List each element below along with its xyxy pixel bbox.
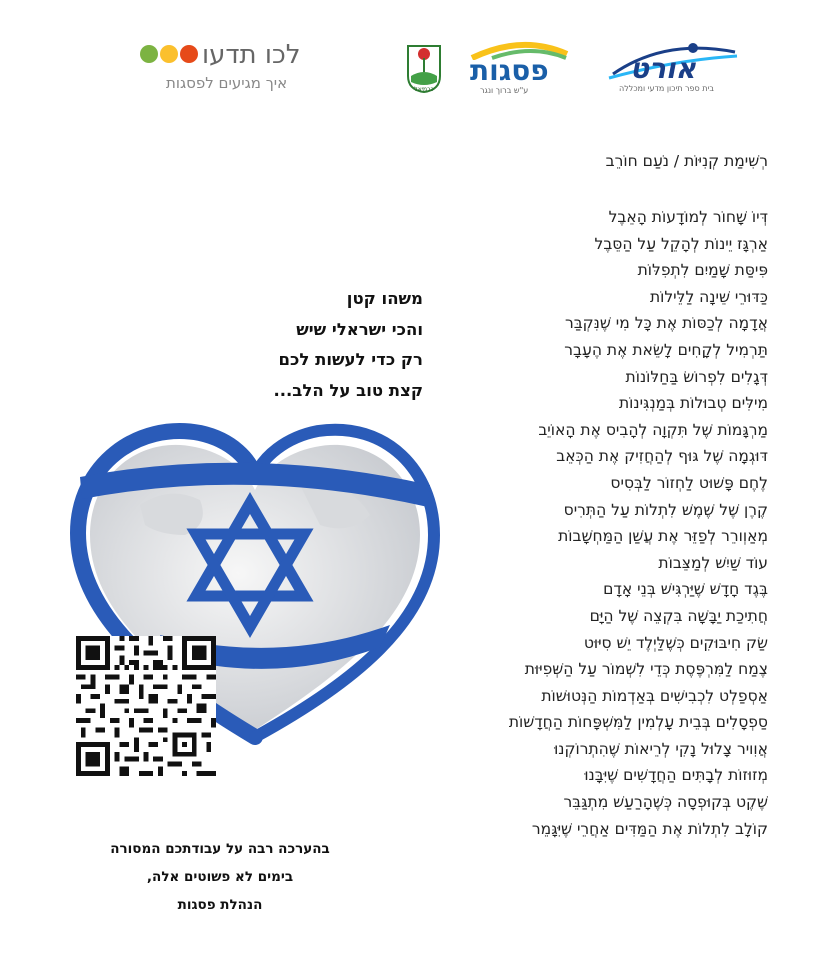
poem-line: צֶמַח לַמִּרְפֶּסֶת כְּדֵי לִשְׁמוֹר עַל הַשְּׁפִיּוּת	[524, 660, 768, 679]
footer-line: בימים לא פשוטים אלה,	[146, 869, 294, 885]
pisgot-logo-name: פסגות	[470, 54, 549, 87]
ort-logo-name: אורט	[630, 52, 696, 85]
poem-line: חֲתִיכַת יַבָּשָׁה בִּקְצֵה שֶׁל הַיָּם	[589, 606, 768, 625]
message-line: והכי ישראלי שיש	[296, 319, 423, 339]
message-line: קצת טוב על הלב...	[273, 380, 423, 400]
poem-line: עוֹד שַׁיִשׁ לְמַצֵּבוֹת	[658, 553, 768, 572]
lechu-tedu-logo	[140, 40, 340, 100]
poem-line: תַּרְמִיל לְקָחִים לָשֵׂאת אֶת הֶעָבָר	[564, 340, 768, 359]
poem-line: אֲדָמָה לְכַסּוֹת אֶת כָּל מִי שֶׁנִּקְבַּר	[564, 314, 768, 333]
poem	[408, 152, 768, 842]
ort-logo-subtitle: בית ספר תיכון מדעי ומכללה	[619, 84, 714, 93]
poem-line: דְּגָלִים לִפְרוֹשׂ בַּחַלּוֹנוֹת	[625, 367, 768, 386]
poem-lines	[408, 204, 768, 842]
lechu-logo-title: לכו תדעו	[202, 40, 301, 70]
poem-line: מַרְגָּמוֹת שֶׁל תִּקְוָה לְהָבִיס אֶת הָאוֹיֵב	[538, 420, 768, 439]
poem-line: כַּדּוּרֵי שֵׁינָה לַלֵּילוֹת	[649, 287, 768, 306]
message-line: משהו קטן	[346, 289, 423, 308]
lechu-logo-subtitle: איך מגיעים לפסגות	[166, 74, 288, 92]
footer-line: בהערכה רבה על עבודתכם המסורה	[110, 841, 330, 857]
poem-line: אַרְגָּז יֵינוֹת לְהָקֵל עַל הַסֵּבֶל	[594, 234, 768, 253]
poem-line: דְּיוֹ שָׁחוֹר לְמוֹדָעוֹת הָאֵבֶל	[608, 208, 768, 226]
poem-line: אֲוִויר צָלוּל נָקִי לְרֵיאוֹת שֶׁהִתְרוֹקְנוּ	[554, 739, 768, 758]
poem-line: סַפְסָלִים בְּבֵית עָלְמִין לַמִּשְׁפָּחוֹת הַחֲדָשׁוֹת	[508, 713, 768, 732]
poem-title: רְשִׁימַת קְנִיּוֹת / נֹעַם חוֹרֵב	[605, 152, 768, 170]
poem-line: בֶּגֶד חָדָשׁ שֶׁיַּרְגִּישׁ בְּנֵי אָדָם	[603, 580, 768, 599]
pisgot-logo-subtitle: ע"ש ברוך ונגר	[480, 86, 529, 95]
poem-line: שַׂק חִיבּוּקִים כְּשֶׁלַּיְלֶד יֵשׁ סִיּוּט	[583, 633, 768, 652]
footer-line: הנהלת פסגות	[177, 897, 263, 913]
footer-message	[70, 835, 370, 919]
three-dots-icon	[140, 45, 198, 63]
message-line: רק כדי לעשות לכם	[278, 350, 423, 369]
karmiel-label: כרמיאל	[414, 86, 434, 93]
qr-code[interactable]	[76, 636, 216, 776]
ort-logo	[605, 38, 745, 98]
poem-line: אַסְפַלְט לִכְבִישִׁים בְּאַדְמוֹת הַנְּטוּשׁוֹת	[541, 686, 768, 705]
poem-line: מְאַוְורֵר לְפַזֵּר אֶת עֲשַׁן הַמַּחְשָׁבוֹת	[558, 527, 768, 546]
poem-line: שֶׁקֶט בְּקוּפְסָה כְּשֶׁהָרַעַשׁ מִתְגַּבֵּר	[563, 793, 768, 812]
poem-line: מִילִּים טְבוּלוֹת בְּמַנְגִּינוֹת	[618, 394, 768, 413]
greeting-message	[243, 284, 423, 406]
pisgot-logo	[462, 40, 572, 98]
poem-line: פִּיסַּת שָׁמַיִם לִתְפִלּוֹת	[637, 261, 768, 280]
poem-line: מְזוּזוֹת לְבָתִּים הַחֲדָשִׁים שֶׁיִּבָּנוּ	[584, 766, 768, 785]
poem-line: קֶרֶן שֶׁל שֶׁמֶשׁ לִתְלוֹת עַל הַתְּרִיס	[563, 500, 768, 519]
poem-line: קוֹלָב לִתְלוֹת אֶת הַמַּדִּים אַחֲרֵי שֶׁיִּגָּמֵר	[531, 819, 768, 838]
poem-line: לֶחֶם פָּשׁוּט לַחְזוֹר לַבְּסִיס	[610, 473, 768, 492]
karmiel-emblem-logo	[405, 42, 443, 94]
poem-line: דּוּגְמָה שֶׁל גּוּף לְהַחֲזִיק אֶת הַכְּאֵב	[556, 447, 768, 466]
